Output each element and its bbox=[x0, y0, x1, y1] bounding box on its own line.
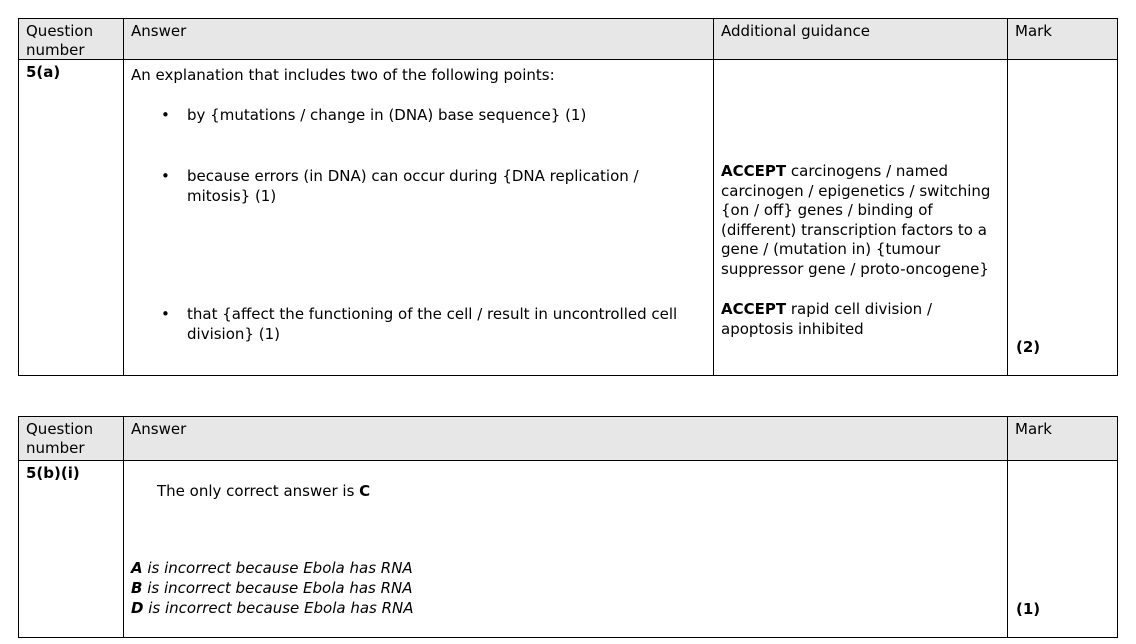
accept-keyword: ACCEPT bbox=[721, 300, 787, 318]
answer-intro: An explanation that includes two of the following points: bbox=[131, 66, 555, 84]
mark-scheme-table-5a bbox=[18, 18, 1118, 376]
mark-scheme-table-5bi bbox=[18, 416, 1118, 638]
accept-keyword: ACCEPT bbox=[721, 162, 787, 180]
guidance-text: carcinogens / named carcinogen / epigenetics / switching {on / off} genes / binding of (different) transcription factors to a gene / (mutation in) {tumour suppressor gene / proto-oncogene} bbox=[721, 162, 991, 278]
option-reason: is incorrect because Ebola has RNA bbox=[142, 559, 413, 577]
correct-answer-statement bbox=[157, 482, 370, 502]
question-number-cell bbox=[19, 60, 124, 376]
question-number: 5(a) bbox=[26, 63, 61, 81]
option-letter: B bbox=[131, 579, 143, 597]
guidance-note-2 bbox=[721, 300, 1003, 339]
mark-value: (1) bbox=[1016, 600, 1041, 618]
mark-cell bbox=[1008, 60, 1118, 376]
guidance-note-1 bbox=[721, 162, 1003, 279]
additional-guidance-header: Additional guidance bbox=[714, 19, 1008, 60]
answer-point-2: • because errors (in DNA) can occur during {DNA replication / mitosis} (1) bbox=[187, 167, 657, 206]
header-row bbox=[19, 417, 1118, 461]
option-reason: is incorrect because Ebola has RNA bbox=[142, 579, 413, 597]
question-number-cell bbox=[19, 461, 124, 638]
mark-header: Mark bbox=[1008, 417, 1118, 461]
guidance-text: rapid cell division / apoptosis inhibited bbox=[721, 300, 933, 338]
answer-row bbox=[19, 461, 1118, 638]
question-number-header: Question number bbox=[19, 19, 124, 60]
mark-value: (2) bbox=[1016, 338, 1041, 356]
answer-point-3: • that {affect the functioning of the cell / result in uncontrolled cell division} (1) bbox=[187, 305, 707, 344]
header-row bbox=[19, 19, 1118, 60]
answer-header: Answer bbox=[124, 417, 1008, 461]
answer-cell bbox=[124, 461, 1008, 638]
correct-answer-prefix: The only correct answer is bbox=[157, 482, 360, 500]
question-number-header: Question number bbox=[19, 417, 124, 461]
option-letter: D bbox=[131, 599, 144, 617]
guidance-cell bbox=[714, 60, 1008, 376]
incorrect-option-b bbox=[131, 579, 413, 599]
answer-point-1: • by {mutations / change in (DNA) base sequence} (1) bbox=[187, 106, 707, 126]
correct-answer-letter: C bbox=[359, 482, 371, 500]
answer-cell bbox=[124, 60, 714, 376]
option-letter: A bbox=[131, 559, 143, 577]
incorrect-option-d bbox=[131, 599, 414, 619]
option-reason: is incorrect because Ebola has RNA bbox=[143, 599, 414, 617]
answer-row bbox=[19, 60, 1118, 376]
answer-header: Answer bbox=[124, 19, 714, 60]
mark-cell bbox=[1008, 461, 1118, 638]
question-number: 5(b)(i) bbox=[26, 464, 80, 482]
mark-header: Mark bbox=[1008, 19, 1118, 60]
incorrect-option-a bbox=[131, 559, 413, 579]
